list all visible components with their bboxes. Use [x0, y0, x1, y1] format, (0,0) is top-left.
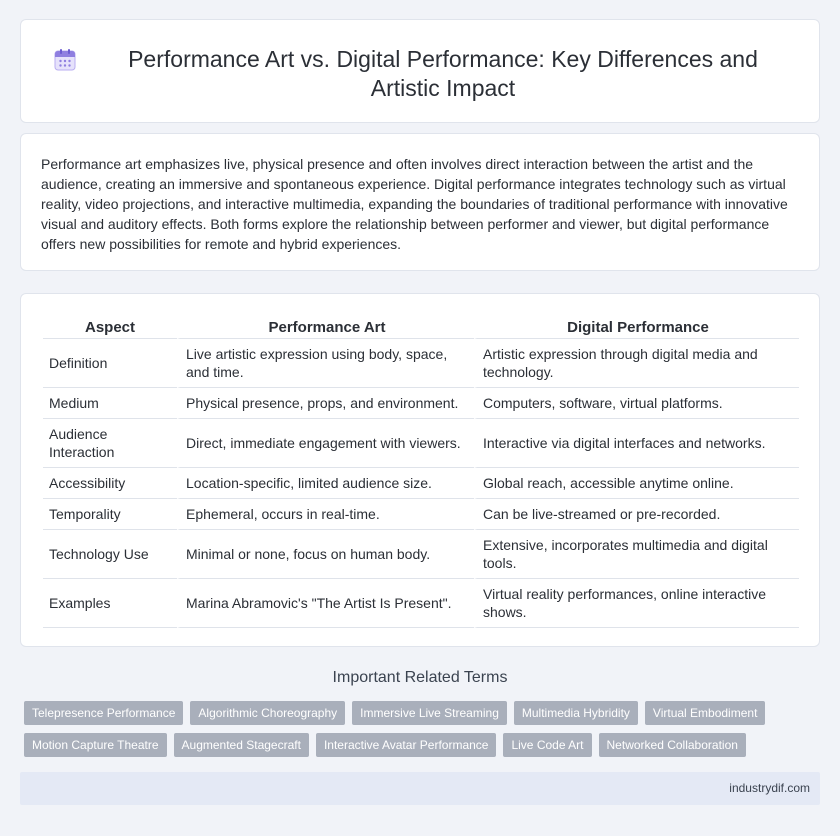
related-term-tag[interactable]: Algorithmic Choreography	[190, 701, 345, 725]
header-digital-performance: Digital Performance	[474, 312, 799, 339]
row-aspect: Definition	[43, 339, 177, 388]
related-term-tag[interactable]: Interactive Avatar Performance	[316, 733, 497, 757]
related-term-tag[interactable]: Virtual Embodiment	[645, 701, 766, 725]
table-row	[43, 579, 799, 628]
related-term-tag[interactable]: Multimedia Hybridity	[514, 701, 638, 725]
calendar-icon	[52, 47, 78, 73]
table-header-row	[43, 312, 799, 339]
comparison-table	[43, 312, 799, 628]
row-performance-art: Location-specific, limited audience size.	[177, 468, 474, 499]
related-term-tag[interactable]: Immersive Live Streaming	[352, 701, 507, 725]
footer-bar	[20, 772, 820, 805]
row-aspect: Medium	[43, 388, 177, 419]
row-performance-art: Direct, immediate engagement with viewers.	[177, 419, 474, 468]
row-digital-performance: Artistic expression through digital media and technology.	[474, 339, 799, 388]
table-row	[43, 419, 799, 468]
header-card	[20, 19, 820, 123]
table-row	[43, 339, 799, 388]
related-term-tag[interactable]: Live Code Art	[503, 733, 591, 757]
intro-card	[20, 133, 820, 271]
table-row	[43, 388, 799, 419]
row-digital-performance: Interactive via digital interfaces and networks.	[474, 419, 799, 468]
table-row	[43, 468, 799, 499]
row-digital-performance: Computers, software, virtual platforms.	[474, 388, 799, 419]
page-title: Performance Art vs. Digital Performance: Key Differences and Artistic Impact	[128, 46, 758, 101]
row-aspect: Technology Use	[43, 530, 177, 579]
row-aspect: Accessibility	[43, 468, 177, 499]
row-aspect: Examples	[43, 579, 177, 628]
row-digital-performance: Virtual reality performances, online interactive shows.	[474, 579, 799, 628]
row-performance-art: Marina Abramovic's "The Artist Is Present".	[177, 579, 474, 628]
row-performance-art: Live artistic expression using body, space, and time.	[177, 339, 474, 388]
related-term-tag[interactable]: Motion Capture Theatre	[24, 733, 167, 757]
related-term-tag[interactable]: Telepresence Performance	[24, 701, 183, 725]
comparison-card	[20, 293, 820, 647]
table-row	[43, 530, 799, 579]
intro-paragraph: Performance art emphasizes live, physical presence and often involves direct interaction between the artist and the audience, creating an immersive and spontaneous experience. Digital performance integrates technology such as virtual reality, video projections, and interactive multimedia, expanding the boundaries of traditional performance with innovative visual and auditory effects. Both forms explore the relationship between performer and viewer, but digital performance offers new possibilities for remote and hybrid experiences.	[41, 156, 788, 252]
header-aspect: Aspect	[43, 312, 177, 339]
row-digital-performance: Extensive, incorporates multimedia and digital tools.	[474, 530, 799, 579]
table-row	[43, 499, 799, 530]
related-term-tag[interactable]: Networked Collaboration	[599, 733, 746, 757]
related-terms-title: Important Related Terms	[332, 669, 508, 686]
row-performance-art: Minimal or none, focus on human body.	[177, 530, 474, 579]
row-performance-art: Ephemeral, occurs in real-time.	[177, 499, 474, 530]
row-performance-art: Physical presence, props, and environment.	[177, 388, 474, 419]
header-performance-art: Performance Art	[177, 312, 474, 339]
related-terms-list	[24, 701, 804, 757]
related-term-tag[interactable]: Augmented Stagecraft	[174, 733, 309, 757]
row-aspect: Temporality	[43, 499, 177, 530]
footer-site-link[interactable]: industrydif.com	[729, 781, 810, 795]
row-digital-performance: Can be live-streamed or pre-recorded.	[474, 499, 799, 530]
row-digital-performance: Global reach, accessible anytime online.	[474, 468, 799, 499]
row-aspect: Audience Interaction	[43, 419, 177, 468]
